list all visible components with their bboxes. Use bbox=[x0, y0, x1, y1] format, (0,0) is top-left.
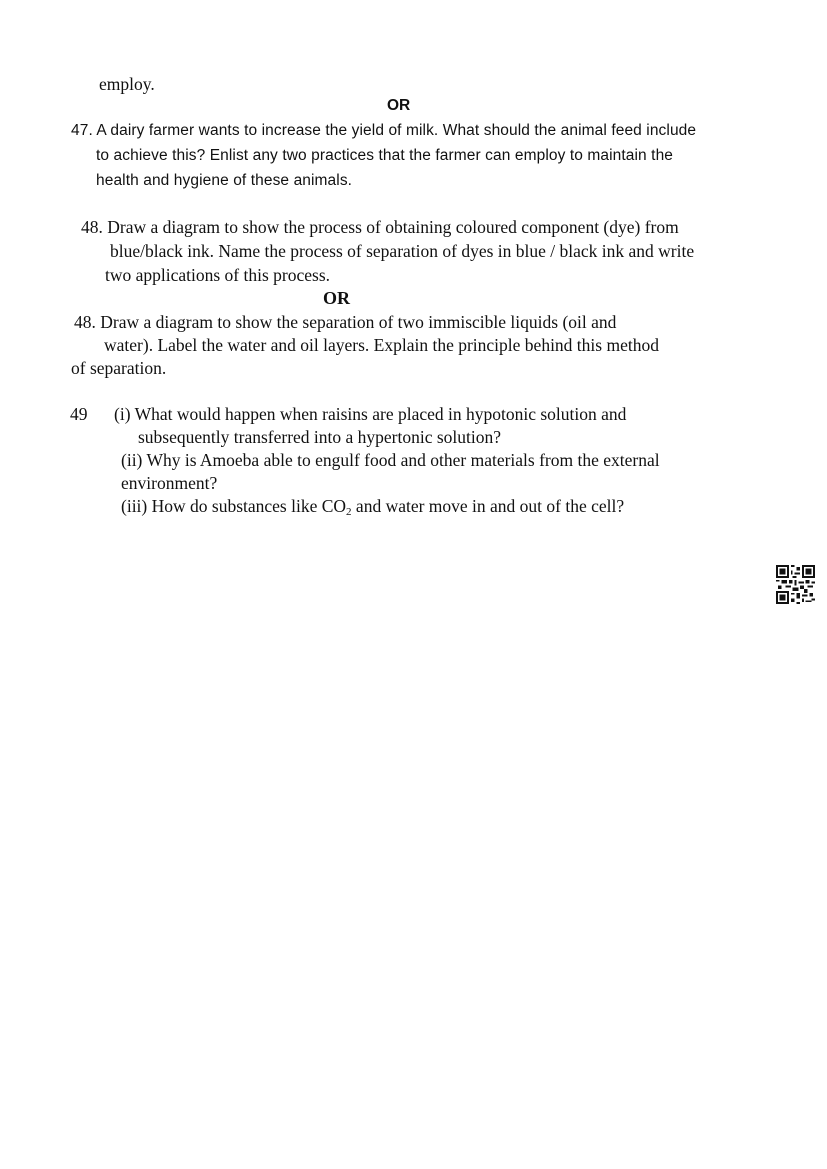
q49-ii-line-1: (ii) Why is Amoeba able to engulf food and other materials from the external bbox=[121, 450, 660, 470]
q49-number: 49 bbox=[70, 404, 88, 424]
or-separator: OR bbox=[387, 97, 411, 114]
q49-iii-line bbox=[121, 495, 624, 517]
or-separator-2: OR bbox=[323, 288, 350, 308]
q48b-line-1: 48. Draw a diagram to show the separation of two immiscible liquids (oil and bbox=[74, 312, 617, 332]
q46-tail-text: employ. bbox=[99, 74, 155, 94]
q49-i-line-2: subsequently transferred into a hypertonic solution? bbox=[138, 427, 502, 447]
q49-iii-text-before: (iii) How do substances like CO bbox=[121, 496, 347, 516]
qr-code-icon bbox=[776, 565, 815, 604]
q47-line-2: to achieve this? Enlist any two practices that the farmer can employ to maintain the bbox=[96, 147, 674, 164]
q48a-line-2: blue/black ink. Name the process of separation of dyes in blue / black ink and write bbox=[110, 241, 695, 261]
q49-iii-text-after: and water move in and out of the cell? bbox=[351, 496, 625, 516]
q47-line-1: 47. A dairy farmer wants to increase the yield of milk. What should the animal feed include bbox=[71, 122, 697, 139]
q48b-line-3: of separation. bbox=[71, 358, 167, 378]
co2-subscript: 2 bbox=[346, 506, 352, 518]
q49-ii-line-2: environment? bbox=[121, 473, 218, 493]
q49-i-line-1: (i) What would happen when raisins are placed in hypotonic solution and bbox=[114, 404, 627, 424]
q48a-line-1: 48. Draw a diagram to show the process of obtaining coloured component (dye) from bbox=[81, 217, 679, 237]
q48b-line-2: water). Label the water and oil layers. Explain the principle behind this method bbox=[104, 335, 659, 355]
q47-line-3: health and hygiene of these animals. bbox=[96, 172, 353, 189]
q48a-line-3: two applications of this process. bbox=[105, 265, 331, 285]
